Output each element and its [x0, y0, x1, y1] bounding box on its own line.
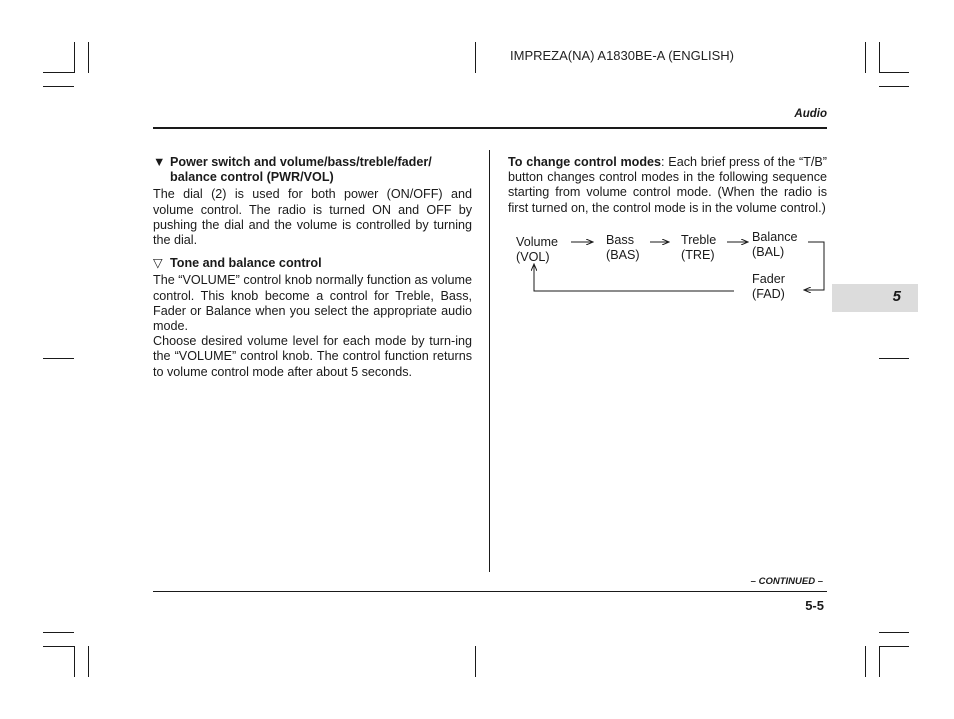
footer-rule	[153, 591, 827, 592]
crop-mark	[475, 42, 476, 73]
mode-balance-label: Balance (BAL)	[752, 230, 798, 259]
paragraph: The “VOLUME” control knob normally function as volume control. This knob become a control for Treble, Bass, Fader or Balance when you select the appropriate audio mode.	[153, 273, 472, 334]
crop-mark	[879, 646, 880, 677]
crop-mark	[879, 632, 909, 633]
crop-mark	[865, 646, 866, 677]
arrow-return-icon	[534, 264, 734, 291]
crop-mark	[865, 42, 866, 73]
crop-mark	[879, 42, 880, 73]
crop-mark	[879, 646, 909, 647]
diagram-arrows	[508, 228, 838, 308]
crop-mark	[43, 632, 74, 633]
left-column	[153, 155, 472, 380]
section-heading-text: Power switch and volume/bass/treble/fader/ balance control (PWR/VOL)	[170, 155, 432, 185]
crop-mark	[88, 646, 89, 677]
right-column	[508, 155, 827, 216]
crop-mark	[879, 86, 909, 87]
section-title: Audio	[794, 108, 827, 120]
lead-text: To change control modes	[508, 155, 662, 169]
mode-bass-label: Bass (BAS)	[606, 233, 640, 262]
section-heading	[153, 155, 472, 185]
subheading	[153, 256, 472, 271]
crop-mark	[74, 42, 75, 73]
mode-sequence-diagram	[508, 228, 838, 308]
document-id: IMPREZA(NA) A1830BE-A (ENGLISH)	[510, 48, 734, 63]
arrow-loop-icon	[804, 242, 824, 290]
outline-triangle-icon: ▽	[153, 256, 163, 271]
mode-volume-label: Volume (VOL)	[516, 235, 559, 264]
header-rule	[153, 127, 827, 129]
mode-treble-label: Treble (TRE)	[681, 233, 717, 262]
crop-mark	[43, 358, 74, 359]
subheading-text: Tone and balance control	[170, 256, 322, 271]
crop-mark	[43, 646, 74, 647]
filled-triangle-icon: ▼	[153, 155, 166, 169]
crop-mark	[43, 72, 74, 73]
body-text: : Each brief press of the “T/B” button changes control modes in the following sequence starting from volume control mode. (When the radio is first turned on, the control mode is in the volume control.)	[508, 155, 827, 215]
mode-fader-label: Fader (FAD)	[752, 272, 785, 301]
paragraph: Choose desired volume level for each mode by turn-ing the “VOLUME” control knob. The control function returns to volume control mode after about 5 seconds.	[153, 334, 472, 379]
paragraph: The dial (2) is used for both power (ON/OFF) and volume control. The radio is turned ON and OFF by pushing the dial and the volume is controlled by turning the dial.	[153, 187, 472, 248]
paragraph	[508, 155, 827, 216]
chapter-number: 5	[892, 288, 901, 305]
crop-mark	[879, 72, 909, 73]
crop-mark	[74, 646, 75, 677]
crop-mark	[879, 358, 909, 359]
crop-mark	[88, 42, 89, 73]
continued-note: – CONTINUED –	[750, 576, 823, 587]
crop-mark	[43, 86, 74, 87]
chapter-tab	[832, 284, 918, 312]
page-number: 5-5	[805, 598, 824, 613]
crop-mark	[475, 646, 476, 677]
column-divider	[489, 150, 490, 572]
